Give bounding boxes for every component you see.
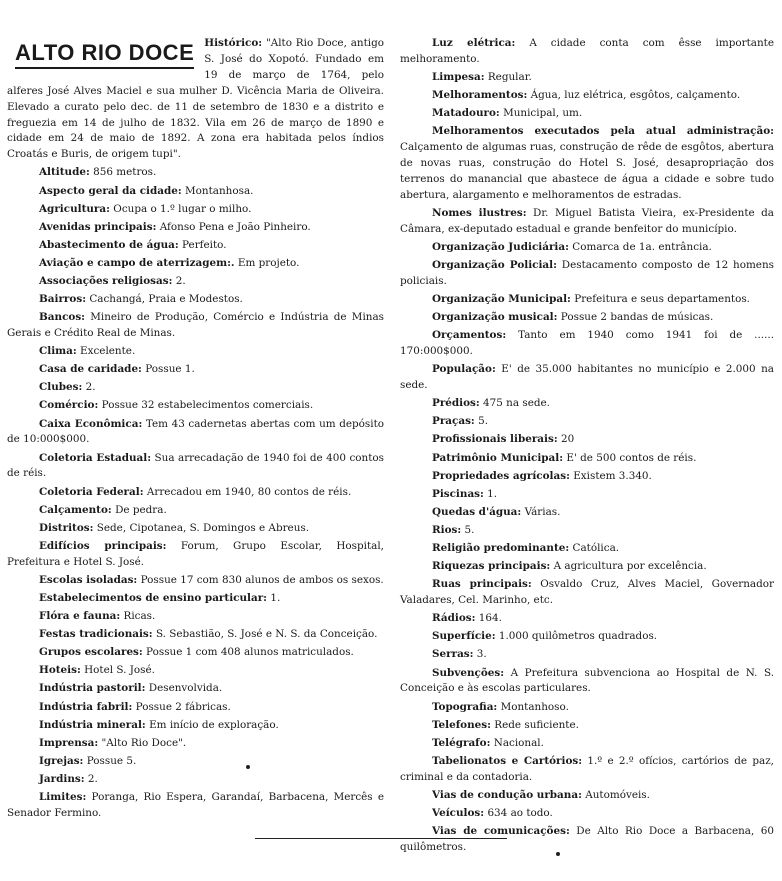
entry-value: 1.º e 2.º ofícios, cartórios de paz, criminal e da contadoria.	[400, 754, 774, 783]
right-column	[400, 36, 774, 858]
entry-paragraph	[400, 328, 774, 360]
entry-label: Hoteis:	[39, 664, 81, 677]
entry-label: Praças:	[432, 415, 475, 428]
entry-value: De Alto Rio Doce a Barbacena, 60 quilômetros.	[400, 824, 774, 853]
entry-paragraph	[400, 469, 774, 485]
entry-value: Nacional.	[493, 736, 544, 749]
entry-label: Orçamentos:	[432, 329, 507, 342]
right-entry-list	[400, 36, 774, 856]
entry-value: Possue 5.	[86, 754, 137, 767]
entry-label: População:	[432, 363, 496, 376]
entry-paragraph	[7, 451, 384, 483]
entry-label: Prédios:	[432, 397, 480, 410]
entry-paragraph	[400, 258, 774, 290]
entry-label: Ruas principais:	[432, 578, 532, 591]
entry-value: 5.	[464, 523, 475, 536]
entry-label: Indústria fabril:	[39, 700, 133, 713]
entry-paragraph	[400, 240, 774, 256]
entry-value: Cachangá, Praia e Modestos.	[89, 293, 243, 306]
entry-paragraph	[400, 396, 774, 412]
entry-label: Imprensa:	[39, 736, 99, 749]
entry-paragraph	[400, 36, 774, 68]
entry-label: Tabelionatos e Cartórios:	[432, 754, 583, 767]
ink-speck	[556, 852, 560, 856]
entry-value: Hotel S. José.	[84, 664, 155, 677]
entry-value: Várias.	[524, 505, 561, 518]
entry-paragraph	[7, 398, 384, 414]
entry-value: 475 na sede.	[483, 397, 550, 410]
entry-paragraph	[7, 362, 384, 378]
entry-paragraph	[7, 380, 384, 396]
entry-value: Automóveis.	[585, 788, 650, 801]
entry-label: Organização Policial:	[432, 259, 557, 272]
entry-paragraph	[400, 432, 774, 448]
entry-paragraph	[7, 736, 384, 752]
entry-value: Tem 43 cadernetas abertas com um depósito de 10:000$000.	[7, 417, 384, 446]
entry-paragraph	[7, 539, 384, 571]
entry-value: Possue 17 com 830 alunos de ambos os sexos.	[140, 573, 384, 586]
entry-paragraph	[400, 362, 774, 394]
entry-paragraph	[7, 573, 384, 589]
entry-value: Forum, Grupo Escolar, Hospital, Prefeitura e Hotel S. José.	[7, 539, 384, 568]
entry-label: Indústria pastoril:	[39, 682, 146, 695]
entry-paragraph	[7, 344, 384, 360]
entry-value: A agricultura por excelência.	[553, 560, 707, 573]
entry-label: Melhoramentos:	[432, 89, 528, 102]
entry-label: Matadouro:	[432, 107, 500, 120]
entry-paragraph	[400, 541, 774, 557]
entry-paragraph	[400, 754, 774, 786]
entry-paragraph	[400, 310, 774, 326]
entry-label: Associações religiosas:	[39, 275, 173, 287]
entry-label: Riquezas principais:	[432, 560, 551, 573]
entry-label: Abastecimento de água:	[39, 238, 179, 251]
entry-value: De pedra.	[115, 503, 167, 516]
entry-label: Profissionais liberais:	[432, 433, 558, 446]
entry-paragraph	[7, 274, 384, 290]
entry-value: 2.	[85, 381, 96, 394]
entry-paragraph	[7, 503, 384, 519]
entry-value: E' de 500 contos de réis.	[566, 451, 697, 464]
entry-paragraph	[7, 790, 384, 822]
entry-label: Superfície:	[432, 630, 496, 643]
entry-value: Municipal, um.	[503, 107, 583, 120]
entry-paragraph	[400, 106, 774, 122]
entry-label: Distritos:	[39, 521, 94, 534]
entry-paragraph	[400, 824, 774, 856]
entry-paragraph	[7, 292, 384, 308]
entry-paragraph	[400, 700, 774, 716]
entry-label: Caixa Econômica:	[39, 417, 143, 430]
entry-value: 1.000 quilômetros quadrados.	[498, 630, 658, 643]
entry-value: Possue 2 fábricas.	[135, 700, 231, 713]
entry-value: E' de 35.000 habitantes no município e 2.000 na sede.	[400, 363, 774, 392]
entry-value: Existem 3.340.	[573, 469, 652, 482]
entry-paragraph	[7, 184, 384, 200]
entry-value: Afonso Pena e João Pinheiro.	[159, 220, 311, 233]
entry-value: Excelente.	[80, 345, 136, 358]
entry-paragraph	[400, 505, 774, 521]
entry-value: 3.	[476, 648, 487, 661]
entry-value: 1.	[270, 591, 281, 604]
entry-label: Melhoramentos executados pela atual administração:	[432, 125, 774, 138]
entry-value: Sua arrecadação de 1940 foi de 400 contos de réis.	[7, 451, 384, 480]
entry-value: "Alto Rio Doce, antigo S. José do Xopotó. Fundado em 19 de março de 1764, pelo alferes José Alves Maciel e sua mulher D. Vicência Maria de Oliveira. Elevado a curato pelo dec. de 11 de setembro de 1830 e a distrito e freguezia em 14 de julho de 1832. Vila em 26 de março de 1890 e cidade em 24 de maio de 1892. A zona era habitada pelos índios Croatás e Buris, de origem tupi".	[7, 37, 384, 161]
entry-value: Osvaldo Cruz, Alves Maciel, Governador Valadares, Cel. Marinho, etc.	[400, 578, 774, 607]
entry-paragraph	[400, 451, 774, 467]
entry-value: Dr. Miguel Batista Vieira, ex-Presidente da Câmara, ex-deputado estadual e grande benfeitor do município.	[400, 207, 774, 235]
entry-value: A cidade conta com êsse importante melhoramento.	[400, 37, 774, 65]
entry-label: Estabelecimentos de ensino particular:	[39, 591, 268, 604]
entry-paragraph	[400, 206, 774, 238]
entry-label: Casa de caridade:	[39, 363, 142, 376]
entry-value: Ocupa o 1.º lugar o milho.	[113, 202, 252, 215]
entry-label: Piscinas:	[432, 487, 484, 500]
entry-value: Ricas.	[123, 610, 156, 623]
entry-value: Poranga, Rio Espera, Garandaí, Barbacena, Mercês e Senador Fermino.	[7, 790, 384, 819]
entry-value: Católica.	[572, 542, 620, 555]
entry-paragraph	[7, 754, 384, 770]
entry-value: Montanhoso.	[500, 700, 569, 713]
entry-paragraph	[7, 772, 384, 788]
entry-value: 1.	[487, 487, 498, 500]
entry-value: Montanhosa.	[185, 184, 254, 197]
entry-paragraph	[400, 414, 774, 430]
entry-paragraph	[400, 292, 774, 308]
entry-value: S. Sebastião, S. José e N. S. da Conceição.	[155, 628, 378, 641]
entry-paragraph	[7, 700, 384, 716]
entry-value: Arrecadou em 1940, 80 contos de réis.	[146, 485, 352, 498]
entry-label: Bairros:	[39, 293, 87, 306]
entry-value: 20	[560, 433, 575, 446]
entry-value: Possue 1 com 408 alunos matriculados.	[146, 646, 354, 659]
entry-label: Vias de comunicações:	[432, 824, 570, 837]
entry-value: Prefeitura e seus departamentos.	[574, 293, 750, 306]
entry-label: Jardins:	[39, 772, 85, 785]
entry-value: Tanto em 1940 como 1941 foi de ...... 170:000$000.	[400, 329, 774, 358]
entry-label: Clubes:	[39, 381, 83, 394]
entry-paragraph	[7, 417, 384, 449]
entry-paragraph	[400, 523, 774, 539]
entry-paragraph	[400, 70, 774, 86]
entry-label: Organização musical:	[432, 311, 558, 324]
entry-value: "Alto Rio Doce".	[101, 736, 187, 749]
entry-paragraph	[7, 521, 384, 537]
entry-paragraph	[400, 124, 774, 204]
entry-label: Calçamento:	[39, 503, 112, 516]
entry-label: Subvenções:	[432, 666, 505, 679]
entry-value: Sede, Cipotanea, S. Domingos e Abreus.	[96, 521, 310, 534]
entry-value: 634 ao todo.	[487, 806, 553, 819]
entry-paragraph	[7, 663, 384, 679]
entry-value: 164.	[478, 612, 502, 625]
entry-paragraph	[7, 165, 384, 181]
entry-label: Agricultura:	[39, 202, 110, 215]
entry-label: Serras:	[432, 648, 474, 661]
entry-paragraph	[400, 629, 774, 645]
entry-label: Limpesa:	[432, 71, 485, 83]
entry-label: Organização Municipal:	[432, 293, 571, 306]
entry-paragraph	[400, 611, 774, 627]
entry-paragraph	[7, 238, 384, 254]
entry-label: Patrimônio Municipal:	[432, 451, 564, 464]
entry-paragraph	[7, 627, 384, 643]
entry-label: Flóra e fauna:	[39, 610, 121, 623]
entry-paragraph	[7, 681, 384, 697]
entry-value: Possue 32 estabelecimentos comerciais.	[101, 399, 314, 412]
entry-paragraph	[7, 591, 384, 607]
entry-value: Calçamento de algumas ruas, construção de rêde de esgôtos, abertura de novas ruas, construção do Hotel S. José, desapropriação dos terrenos do manancial que abastece de água a cidade e sobre tudo abertura, alargamento e melhoramentos de estradas.	[400, 141, 774, 201]
entry-value: Em início de exploração.	[149, 718, 279, 731]
entry-value: Em projeto.	[237, 256, 300, 269]
entry-label: Nomes ilustres:	[432, 207, 527, 219]
entry-value: Possue 2 bandas de músicas.	[560, 311, 714, 324]
entry-label: Rádios:	[432, 612, 476, 625]
left-column	[7, 36, 384, 824]
entry-value: 2.	[175, 275, 186, 287]
entry-paragraph	[400, 788, 774, 804]
entry-label: Limites:	[39, 790, 87, 803]
entry-paragraph	[7, 256, 384, 272]
entry-label: Histórico:	[204, 37, 263, 49]
entry-paragraph	[7, 202, 384, 218]
entry-paragraph	[7, 718, 384, 734]
bottom-divider	[255, 838, 507, 839]
ink-speck	[246, 765, 250, 769]
entry-label: Vias de condução urbana:	[432, 788, 582, 801]
entry-label: Festas tradicionais:	[39, 628, 153, 641]
entry-value: Desenvolvida.	[148, 682, 223, 695]
entry-value: A Prefeitura subvenciona ao Hospital de N. S. Conceição e às escolas particulares.	[400, 666, 774, 695]
entry-paragraph	[7, 609, 384, 625]
entry-paragraph	[400, 559, 774, 575]
entry-value: 856 metros.	[93, 166, 157, 179]
entry-label: Edifícios principais:	[39, 539, 167, 552]
page-title: ALTO RIO DOCE	[15, 40, 194, 69]
left-entry-list	[7, 165, 384, 821]
entry-paragraph	[7, 220, 384, 236]
entry-label: Comércio:	[39, 399, 99, 412]
entry-label: Clima:	[39, 345, 77, 358]
entry-paragraph	[400, 718, 774, 734]
entry-label: Veículos:	[432, 806, 485, 819]
entry-label: Propriedades agrícolas:	[432, 469, 570, 482]
entry-label: Religião predominante:	[432, 542, 570, 555]
entry-value: Perfeito.	[182, 238, 227, 251]
entry-paragraph	[7, 485, 384, 501]
entry-label: Topografia:	[432, 700, 498, 713]
entry-label: Bancos:	[39, 311, 86, 324]
entry-label: Escolas isoladas:	[39, 573, 138, 586]
entry-label: Rios:	[432, 523, 462, 536]
entry-label: Quedas d'água:	[432, 505, 522, 518]
entry-label: Altitude:	[39, 166, 90, 179]
entry-paragraph	[400, 666, 774, 698]
entry-value: 5.	[478, 415, 488, 428]
entry-label: Telégrafo:	[432, 736, 491, 749]
entry-paragraph	[400, 487, 774, 503]
entry-paragraph	[400, 736, 774, 752]
entry-paragraph	[7, 310, 384, 342]
entry-label: Luz elétrica:	[432, 37, 516, 49]
entry-label: Grupos escolares:	[39, 646, 143, 659]
entry-label: Telefones:	[432, 718, 491, 731]
entry-label: Aspecto geral da cidade:	[39, 184, 182, 197]
entry-value: Água, luz elétrica, esgôtos, calçamento.	[530, 89, 741, 102]
entry-label: Organização Judiciária:	[432, 241, 569, 253]
entry-label: Avenidas principais:	[39, 220, 157, 233]
entry-label: Coletoria Estadual:	[39, 451, 152, 464]
entry-value: 2.	[87, 772, 98, 785]
entry-value: Mineiro de Produção, Comércio e Indústria de Minas Gerais e Crédito Real de Minas.	[7, 311, 384, 340]
entry-value: Destacamento composto de 12 homens policiais.	[400, 259, 774, 287]
entry-value: Comarca de 1a. entrância.	[572, 241, 712, 253]
entry-paragraph	[7, 645, 384, 661]
entry-value: Possue 1.	[145, 363, 195, 376]
entry-paragraph	[400, 577, 774, 609]
entry-label: Indústria mineral:	[39, 718, 146, 731]
entry-paragraph	[400, 647, 774, 663]
entry-paragraph	[400, 88, 774, 104]
entry-paragraph	[400, 806, 774, 822]
entry-label: Aviação e campo de aterrizagem:.	[39, 256, 235, 269]
entry-value: Rede suficiente.	[494, 718, 579, 731]
entry-label: Coletoria Federal:	[39, 485, 144, 498]
entry-label: Igrejas:	[39, 754, 84, 767]
entry-value: Regular.	[487, 71, 532, 83]
